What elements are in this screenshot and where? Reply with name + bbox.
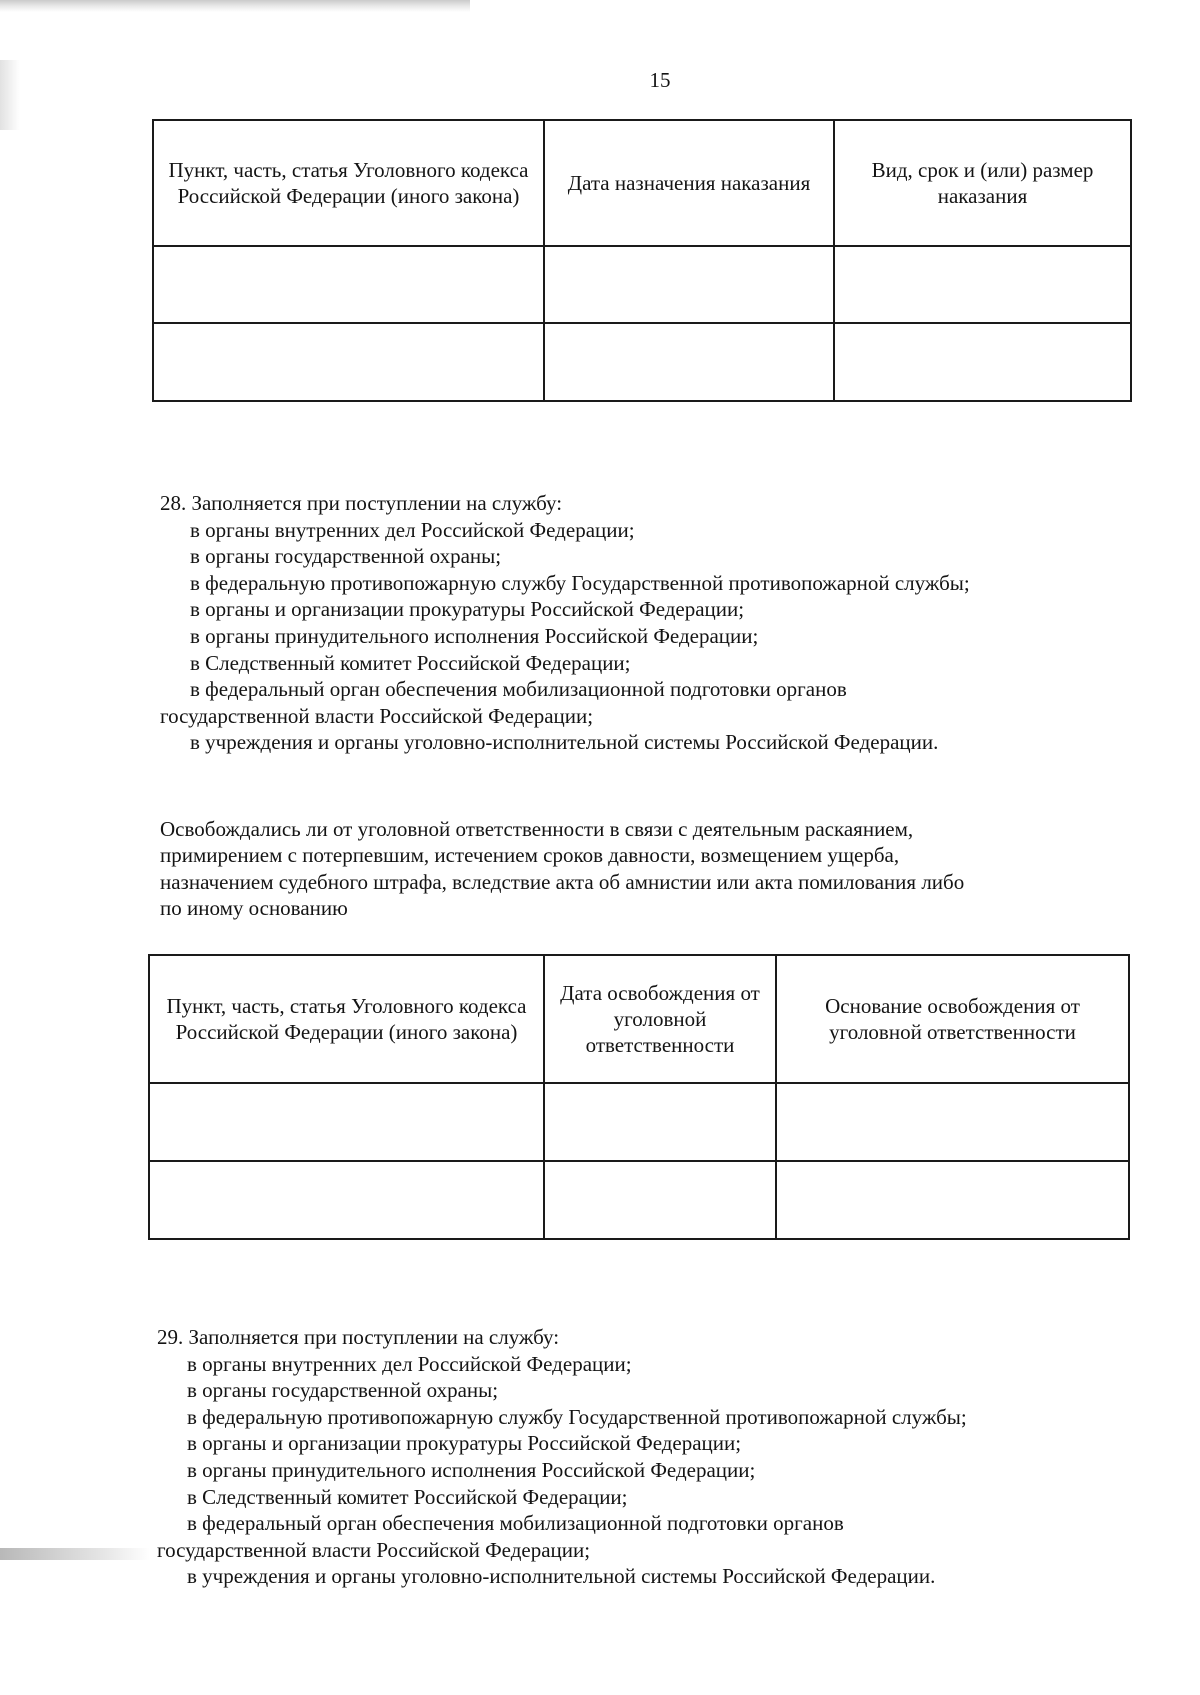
page-number: 15: [649, 68, 671, 92]
header-criminal-code-article: Пункт, часть, статья Уголовного кодекса Российской Федерации (иного закона): [149, 955, 544, 1083]
table-cell[interactable]: [776, 1161, 1129, 1239]
table-row: [149, 1083, 1129, 1161]
section-28-line: в органы внутренних дел Российской Федерации;: [190, 517, 635, 542]
section-29-line: в органы принудительного исполнения Российской Федерации;: [187, 1457, 756, 1482]
table-row: [149, 1161, 1129, 1239]
section-29-line: в органы и организации прокуратуры Российской Федерации;: [187, 1431, 742, 1456]
release-question: [160, 816, 1160, 921]
section-28-line: в федеральный орган обеспечения мобилизационной подготовки органов: [190, 677, 847, 702]
table-cell[interactable]: [834, 323, 1131, 401]
section-29-line: в федеральный орган обеспечения мобилизационной подготовки органов: [187, 1511, 844, 1536]
section-28-line: в органы принудительного исполнения Российской Федерации;: [190, 623, 759, 648]
table-cell[interactable]: [153, 323, 544, 401]
section-29-line: в федеральную противопожарную службу Государственной противопожарной службы;: [187, 1404, 967, 1429]
section-28-line: в органы и организации прокуратуры Российской Федерации;: [190, 597, 745, 622]
table-cell[interactable]: [776, 1083, 1129, 1161]
punishment-table: [152, 119, 1132, 402]
release-question-line: назначением судебного штрафа, вследствие акта об амнистии или акта помилования либо: [160, 869, 965, 894]
header-punishment-type: Вид, срок и (или) размер наказания: [834, 120, 1131, 246]
section-29-line: в Следственный комитет Российской Федерации;: [187, 1484, 628, 1509]
header-punishment-date: Дата назначения наказания: [544, 120, 834, 246]
table-header-row: [149, 955, 1129, 1083]
section-29-title: 29. Заполняется при поступлении на службу:: [157, 1325, 560, 1349]
section-28-line: государственной власти Российской Федерации;: [160, 703, 594, 728]
section-29-line: государственной власти Российской Федерации;: [157, 1537, 591, 1562]
scan-smudge: [0, 1548, 150, 1560]
section-28-line: в органы государственной охраны;: [190, 544, 502, 569]
scan-edge-shadow-left: [0, 60, 20, 130]
header-release-grounds: Основание освобождения от уголовной ответственности: [776, 955, 1129, 1083]
section-28: [160, 490, 1200, 756]
section-28-line: в учреждения и органы уголовно-исполнительной системы Российской Федерации.: [190, 730, 939, 755]
header-criminal-code-article: Пункт, часть, статья Уголовного кодекса Российской Федерации (иного закона): [153, 120, 544, 246]
table-row: [153, 246, 1131, 323]
release-question-line: по иному основанию: [160, 895, 348, 920]
header-release-date: Дата освобождения от уголовной ответственности: [544, 955, 776, 1083]
table-cell[interactable]: [544, 1083, 776, 1161]
table-cell[interactable]: [834, 246, 1131, 323]
section-29: [157, 1324, 1197, 1590]
scan-edge-shadow: [0, 0, 470, 12]
release-question-line: примирением с потерпевшим, истечением сроков давности, возмещением ущерба,: [160, 843, 900, 868]
release-question-line: Освобождались ли от уголовной ответственности в связи с деятельным раскаянием,: [160, 817, 914, 841]
table-cell[interactable]: [544, 246, 834, 323]
table-row: [153, 323, 1131, 401]
table-header-row: [153, 120, 1131, 246]
table-cell[interactable]: [544, 1161, 776, 1239]
release-table: [148, 954, 1130, 1240]
section-29-line: в учреждения и органы уголовно-исполнительной системы Российской Федерации.: [187, 1564, 936, 1589]
table-cell[interactable]: [544, 323, 834, 401]
section-29-line: в органы внутренних дел Российской Федерации;: [187, 1351, 632, 1376]
section-28-title: 28. Заполняется при поступлении на службу:: [160, 491, 563, 515]
section-28-line: в Следственный комитет Российской Федерации;: [190, 650, 631, 675]
table-cell[interactable]: [149, 1161, 544, 1239]
table-cell[interactable]: [153, 246, 544, 323]
section-28-line: в федеральную противопожарную службу Государственной противопожарной службы;: [190, 570, 970, 595]
table-cell[interactable]: [149, 1083, 544, 1161]
section-29-line: в органы государственной охраны;: [187, 1378, 499, 1403]
